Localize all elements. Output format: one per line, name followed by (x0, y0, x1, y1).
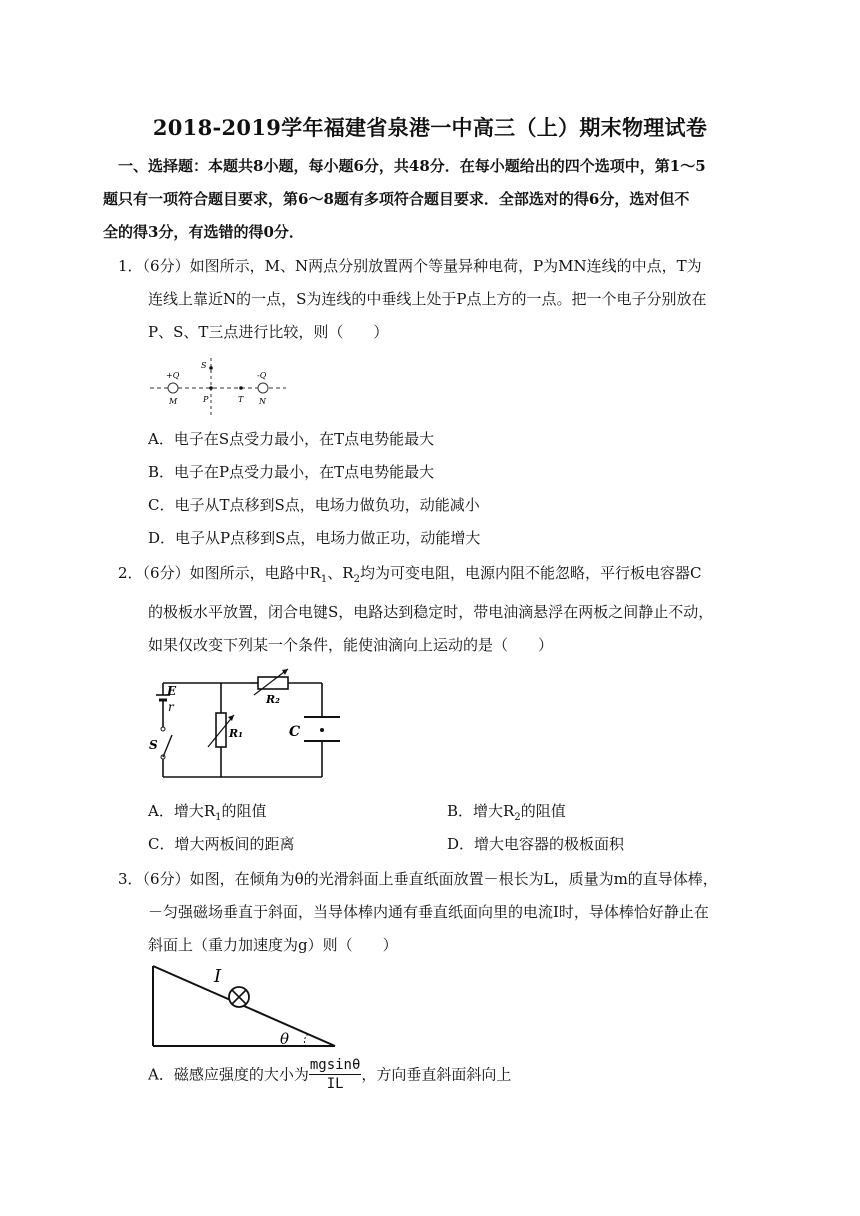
q3-option-a (148, 1056, 511, 1093)
q2-line-3: 如果仅改变下列某一个条件，能使油滴向上运动的是（ ） (148, 636, 554, 654)
q2-line-1a: 2．（6分）如图所示，电路中R (118, 564, 321, 582)
q3-option-a-pre: A．磁感应强度的大小为 (148, 1065, 309, 1084)
q2-line-2: 的极板水平放置，闭合电键S，电路达到稳定时，带电油滴悬浮在两板之间静止不动， (148, 603, 714, 621)
fraction-denominator: IL (326, 1076, 344, 1092)
section-line-2: 题只有一项符合题目要求，第6～8题有多项符合题目要求．全部选对的得6分，选对但不 (103, 190, 690, 208)
q3-line-3: 斜面上（重力加速度为g）则（ ） (148, 936, 398, 954)
charge-m-circle (168, 383, 178, 393)
q2-line-1d: 2 (353, 574, 360, 585)
label-current-i: I (214, 966, 222, 987)
q1-option-d: D．电子从P点移到S点，电场力做正功，动能增大 (148, 529, 481, 547)
label-s-switch: S (149, 738, 158, 752)
question-3-stem (118, 863, 768, 962)
q2-option-b (447, 800, 566, 823)
q2-line-1c: 、R (327, 564, 354, 582)
question-2-stem (118, 557, 758, 662)
label-r1: R₁ (229, 727, 243, 740)
label-r2: R₂ (266, 693, 280, 706)
label-plus-q: +Q (166, 371, 180, 380)
label-r: r (168, 700, 174, 714)
section-instructions (118, 150, 758, 183)
charge-n-circle (258, 383, 268, 393)
q3-option-a-fraction (309, 1056, 362, 1093)
label-c: C (289, 724, 301, 740)
q2-option-a (148, 800, 267, 823)
label-s: S (201, 361, 207, 370)
q2-circuit-figure (148, 665, 353, 780)
label-n: N (259, 397, 266, 406)
q1-line-1: 1．（6分）如图所示，M、N两点分别放置两个等量异种电荷，P为MN连线的中点，T为 (118, 257, 702, 275)
q3-option-a-post: ，方向垂直斜面斜向上 (361, 1065, 512, 1084)
q2-option-b-post: 的阻值 (520, 802, 566, 820)
q2-line-1 (118, 557, 758, 596)
q2-option-d: D．增大电容器的极板面积 (447, 835, 625, 853)
q2-option-c: C．增大两板间的距离 (148, 835, 295, 853)
label-theta: θ (280, 1030, 290, 1048)
section-instructions-cont (103, 183, 763, 249)
label-t: T (238, 395, 244, 404)
q2-line-1b: 1 (320, 574, 328, 585)
q1-charges-figure (148, 354, 298, 416)
page-title: 2018-2019学年福建省泉港一中高三（上）期末物理试卷 (152, 115, 708, 140)
question-1-stem (118, 250, 758, 349)
q2-option-a-sub: 1 (215, 812, 222, 823)
fraction-numerator: mgsinθ (309, 1057, 361, 1073)
q3-line-2: －匀强磁场垂直于斜面，当导体棒内通有垂直纸面向里的电流I时，导体棒恰好静止在 (148, 903, 709, 921)
q3-incline-figure (148, 958, 338, 1052)
q1-line-3: P、S、T三点进行比较，则（ ） (148, 323, 389, 341)
q3-line-1: 3．（6分）如图，在倾角为θ的光滑斜面上垂直纸面放置－根长为L，质量为m的直导体棒， (118, 870, 718, 888)
q2-option-a-pre: A．增大R (148, 802, 216, 820)
q1-option-a: A．电子在S点受力最小，在T点电势能最大 (148, 430, 435, 448)
label-minus-q: -Q (257, 371, 267, 380)
label-p: P (203, 395, 209, 404)
q2-option-b-pre: B．增大R (447, 802, 515, 820)
q2-line-1e: 均为可变电阻，电源内阻不能忽略，平行板电容器C (359, 564, 702, 582)
section-line-3: 全的得3分，有选错的得0分． (103, 223, 304, 241)
q1-option-c: C．电子从T点移到S点，电场力做负功，动能减小 (148, 496, 480, 514)
q1-line-2: 连线上靠近N的一点，S为连线的中垂线上处于P点上方的一点。把一个电子分别放在 (148, 290, 707, 308)
q2-option-a-post: 的阻值 (221, 802, 267, 820)
label-e: E (167, 684, 177, 698)
q2-option-b-sub: 2 (514, 812, 521, 823)
section-line-1: 一、选择题：本题共8小题，每小题6分，共48分．在每小题给出的四个选项中，第1～5 (118, 157, 706, 175)
label-m: M (169, 397, 178, 406)
q1-option-b: B．电子在P点受力最小，在T点电势能最大 (148, 463, 435, 481)
